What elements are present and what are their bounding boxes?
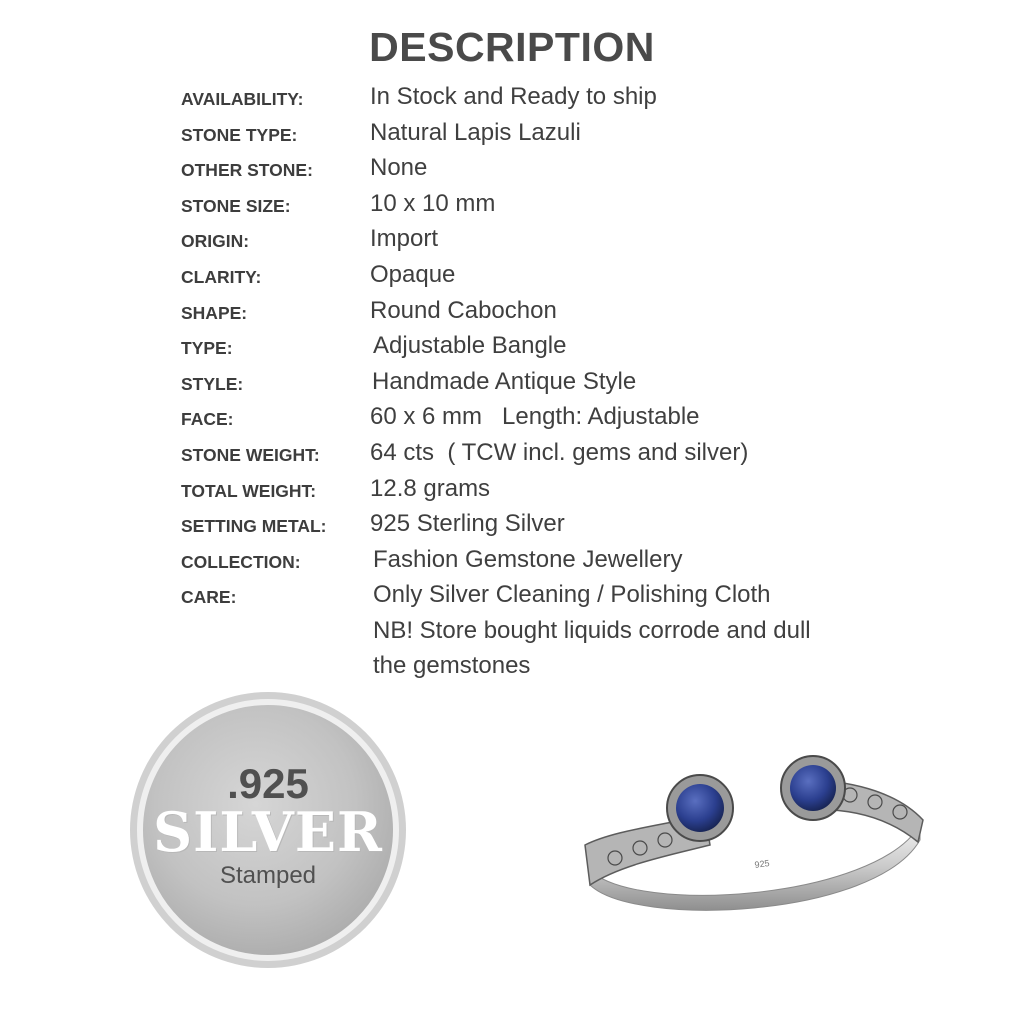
spec-row-stone-type xyxy=(181,116,901,152)
spec-value: Import xyxy=(370,225,439,253)
silver-stamp-badge xyxy=(128,690,408,970)
spec-value: Opaque xyxy=(370,260,456,288)
spec-label: COLLECTION: xyxy=(181,551,301,572)
spec-label: STONE WEIGHT: xyxy=(181,444,320,465)
spec-label: TYPE: xyxy=(181,338,233,359)
spec-table xyxy=(181,80,901,679)
bangle-engraving: 925 xyxy=(753,857,771,870)
spec-value: In Stock and Ready to ship xyxy=(370,83,657,110)
spec-label: FACE: xyxy=(181,409,234,430)
bangle-illustration xyxy=(575,750,935,920)
spec-row-total-weight xyxy=(181,472,901,508)
spec-value: Only Silver Cleaning / Polishing Cloth xyxy=(373,581,771,609)
spec-label: ORIGIN: xyxy=(181,231,250,252)
page-title: DESCRIPTION xyxy=(369,24,655,70)
spec-label: SETTING METAL: xyxy=(181,516,327,537)
care-note-line: the gemstones xyxy=(373,652,531,679)
spec-value: 925 Sterling Silver xyxy=(370,510,565,538)
badge-caption: Stamped xyxy=(219,862,317,889)
spec-label: CLARITY: xyxy=(181,266,262,287)
spec-row-origin xyxy=(181,222,901,258)
spec-label: CARE: xyxy=(181,587,237,608)
spec-value: Natural Lapis Lazuli xyxy=(370,118,581,146)
spec-row-stone-size xyxy=(181,187,901,223)
spec-row-style xyxy=(181,365,901,401)
spec-label: AVAILABILITY: xyxy=(181,89,304,109)
spec-value: 60 x 6 mm Length: Adjustable xyxy=(370,403,700,431)
spec-row-availability xyxy=(181,80,901,116)
spec-label: SHAPE: xyxy=(181,302,248,323)
spec-value: 64 cts ( TCW incl. gems and silver) xyxy=(370,438,749,466)
spec-label: STONE SIZE: xyxy=(181,195,291,216)
spec-row-collection xyxy=(181,543,901,579)
care-note-line: NB! Store bought liquids corrode and dull xyxy=(373,617,811,644)
product-image-bangle xyxy=(575,750,935,920)
spec-value: None xyxy=(370,154,428,182)
spec-value: 12.8 grams xyxy=(370,474,491,502)
spec-row-setting-metal xyxy=(181,507,901,543)
spec-row-face xyxy=(181,400,901,436)
spec-row-care xyxy=(181,578,901,614)
spec-value: 10 x 10 mm xyxy=(370,189,496,217)
badge-purity: .925 xyxy=(227,760,309,807)
spec-row-clarity xyxy=(181,258,901,294)
spec-label: STYLE: xyxy=(181,373,244,394)
spec-value: Adjustable Bangle xyxy=(373,332,567,360)
spec-label: STONE TYPE: xyxy=(181,124,298,145)
spec-row-stone-weight xyxy=(181,436,901,472)
spec-label: TOTAL WEIGHT: xyxy=(181,480,317,501)
spec-label: OTHER STONE: xyxy=(181,160,313,181)
spec-row-other-stone xyxy=(181,151,901,187)
badge-metal: SILVER xyxy=(153,800,383,864)
spec-value: Fashion Gemstone Jewellery xyxy=(373,545,683,573)
spec-value: Round Cabochon xyxy=(370,296,557,324)
spec-row-type xyxy=(181,329,901,365)
spec-value: Handmade Antique Style xyxy=(372,367,637,395)
spec-row-shape xyxy=(181,294,901,330)
